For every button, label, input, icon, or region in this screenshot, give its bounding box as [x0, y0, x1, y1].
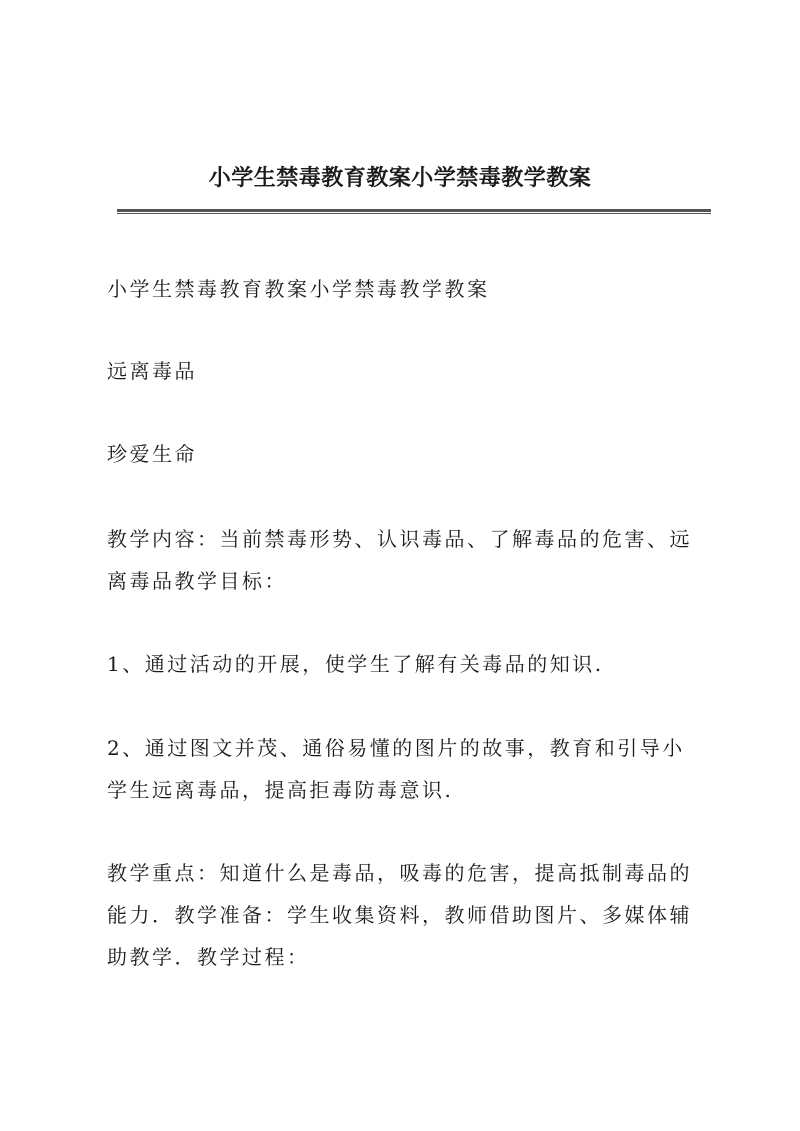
page-title: 小学生禁毒教育教案小学禁毒教学教案	[208, 165, 592, 191]
document-heading: 小学生禁毒教育教案小学禁毒教学教案	[107, 277, 490, 301]
goal-item-2: 2、通过图文并茂、通俗易懂的图片的故事，教育和引导小学生远离毒品，提高拒毒防毒意识.	[107, 736, 685, 802]
slogan-stay-away: 远离毒品	[107, 359, 197, 383]
key-points-paragraph: 教学重点：知道什么是毒品，吸毒的危害，提高抵制毒品的能力．教学准备：学生收集资料，教师借助图片、多媒体辅助教学．教学过程：	[107, 861, 692, 969]
title-divider	[117, 209, 711, 214]
goal-item-1: 1、通过活动的开展，使学生了解有关毒品的知识.	[107, 652, 604, 676]
slogan-cherish-life: 珍爱生命	[107, 442, 197, 466]
teaching-content-paragraph: 教学内容：当前禁毒形势、认识毒品、了解毒品的危害、远离毒品教学目标：	[107, 527, 692, 593]
